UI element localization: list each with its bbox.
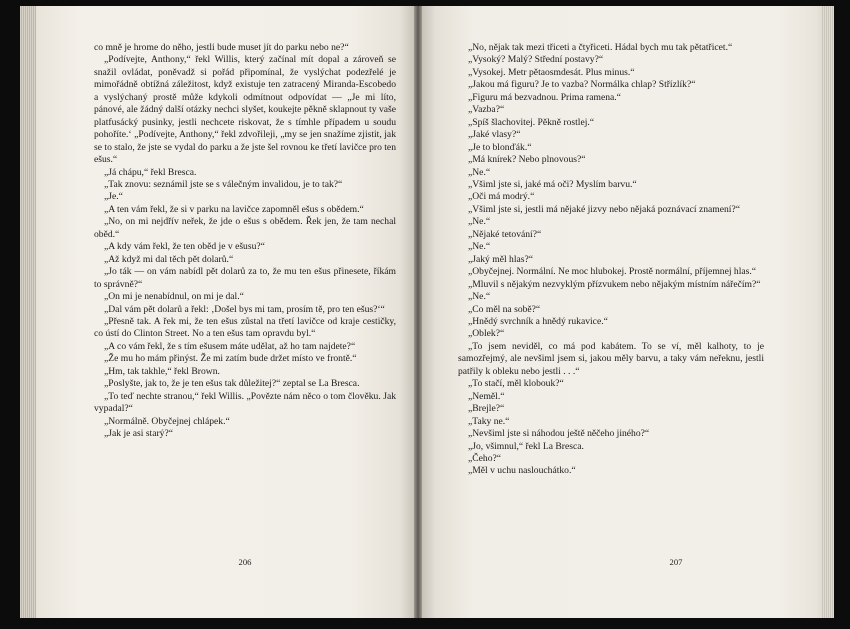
paragraph: „Čeho?“	[468, 452, 502, 464]
paragraph: „Neměl.“	[468, 390, 505, 402]
paragraph: „Měl v uchu naslouchátko.“	[468, 465, 576, 477]
paragraph: „On mi je nenabídnul, on mi je dal.“	[104, 291, 244, 303]
paragraph: „Všiml jste si, jestli má nějaké jizvy nebo nějaká poznávací znamení?“	[468, 203, 740, 215]
paragraph: „Že mu ho mám přinýst. Že mi zatím bude držet místo ve frontě.“	[104, 353, 357, 365]
paragraph: „No, nějak tak mezi třiceti a čtyřiceti. Hádal bych mu tak pětatřicet.“	[468, 42, 733, 53]
paragraph: „Dal vám pět dolarů a řekl: ‚Došel bys mi tam, prosím tě, pro ten ešus?‘“	[104, 303, 385, 315]
paragraph: „Hnědý svrchník a hnědý rukavice.“	[468, 315, 608, 327]
paragraph: „Oči má modrý.“	[468, 191, 535, 203]
paragraph: „A ten vám řekl, že si v parku na lavičce zapomněl ešus s obědem.“	[104, 203, 364, 215]
paragraph: „Přesně tak. A řek mi, že ten ešus zůstal na třetí lavičce od kraje cestičky, co ústí do Clinton Street. No a ten ešus tam opravdu byl.“	[94, 315, 396, 340]
paragraph: „Poslyšte, jak to, že je ten ešus tak důležitej?“ zeptal se La Bresca.	[104, 378, 360, 390]
paragraph: „Tak znovu: seznámil jste se s válečným invalidou, je to tak?“	[104, 178, 343, 190]
paragraph: „Spíš šlachovitej. Pěkně rostlej.“	[468, 116, 595, 128]
paragraph: „Normálně. Obyčejnej chlápek.“	[104, 415, 230, 427]
left-page	[20, 6, 417, 618]
paragraph: „Nevšiml jste si náhodou ještě něčeho jiného?“	[468, 428, 650, 440]
left-page-text	[94, 42, 396, 441]
paragraph: „Jaký měl hlas?“	[468, 253, 533, 265]
paragraph: „To jsem neviděl, co má pod kabátem. To se ví, měl kalhoty, to je samozřejmý, ale nevšiml jsem si, jakou měly barvu, a taky vám neřeknu, jestli patřily k obleku nebo jestli . . .“	[458, 340, 764, 377]
paragraph: „Hm, tak takhle,“ řekl Brown.	[104, 365, 220, 377]
book-gutter	[414, 6, 422, 618]
paragraph: „Vysokej. Metr pětaosmdesát. Plus minus.“	[468, 66, 635, 78]
page-edges	[20, 6, 36, 618]
paragraph: „Ne.“	[468, 216, 491, 228]
paragraph: „Co měl na sobě?“	[468, 303, 541, 315]
paragraph: „Mluvil s nějakým nezvyklým přízvukem nebo nějakým místním nářečím?“	[468, 278, 761, 290]
paragraph: „No, on mi nejdřív neřek, že jde o ešus s obědem. Řek jen, že tam nechal oběd.“	[94, 216, 396, 240]
paragraph: „Figuru má bezvadnou. Prima ramena.“	[468, 91, 621, 103]
paragraph: „Je.“	[104, 191, 123, 203]
paragraph: „Jak je asi starý?“	[104, 428, 173, 440]
paragraph: „Má knírek? Nebo plnovous?“	[468, 154, 586, 166]
paragraph: „Ne.“	[468, 241, 491, 253]
paragraph: „To teď nechte stranou,“ řekl Willis. „Povězte nám něco o tom člověku. Jak vypadal?“	[94, 390, 396, 415]
right-page	[418, 6, 834, 618]
page-edges	[822, 6, 834, 618]
paragraph: „Taky ne.“	[468, 415, 510, 427]
paragraph: „Ne.“	[468, 166, 491, 178]
paragraph: „Oblek?“	[468, 328, 505, 340]
paragraph: „Jakou má figuru? Je to vazba? Normálka chlap? Střízlík?“	[468, 79, 696, 91]
page-number-right: 207	[669, 557, 683, 567]
paragraph: „Jo, všimnul,“ řekl La Bresca.	[468, 440, 584, 452]
paragraph: „Brejle?“	[468, 403, 505, 415]
right-page-text	[458, 42, 764, 478]
paragraph: „Ne.“	[468, 291, 491, 303]
open-book	[20, 6, 834, 618]
paragraph: „Já chápu,“ řekl Bresca.	[104, 166, 197, 178]
page-number-left: 206	[238, 557, 252, 567]
paragraph: „Vysoký? Malý? Střední postavy?“	[468, 54, 604, 66]
paragraph: „Je to blonďák.“	[468, 141, 532, 153]
paragraph: „A co vám řekl, že s tím ešusem máte udělat, až ho tam najdete?“	[104, 340, 356, 352]
paragraph: co mně je hrome do něho, jestli bude muset jít do parku nebo ne?“	[94, 42, 349, 53]
paragraph: „Obyčejnej. Normální. Ne moc hlubokej. Prostě normální, příjemnej hlas.“	[468, 266, 757, 278]
paragraph: „Nějaké tetování?“	[468, 228, 542, 240]
paragraph: „Jaké vlasy?“	[468, 129, 521, 141]
paragraph: „To stačí, měl klobouk?“	[468, 378, 564, 390]
paragraph: „Až když mi dal těch pět dolarů.“	[104, 253, 234, 265]
paragraph: „Všiml jste si, jaké má oči? Myslím barvu.“	[468, 178, 637, 190]
paragraph: „A kdy vám řekl, že ten oběd je v ešusu?“	[104, 241, 265, 253]
paragraph: „Podívejte, Anthony,“ řekl Willis, který začínal mít dopal a zároveň se snažil ovládat, poněvadž si pořád připomínal, že vyslýchat podezřelé je mimořádně obtížná záležitost, když existuje ten zatracený Miranda-Escobedo a vyslýchaný prostě může kdykoli odmítnout odpovídat — „Je mi líto, pánové, ale žádný další otázky nechci slyšet, koukejte pěkně sklapnout ty vaše platfusácký pusinky, jestli nechcete riskovat, že s tímhle případem u soudu pohoříte.‘ „Podívejte, Anthony,“ řekl zdvořileji, „my se jen snažíme zjistit, jak se to stalo, že jste se vydal do parku a že jste šel rovnou ke třetí lavičce pro ten ešus.“	[94, 54, 396, 166]
paragraph: „Vazba?“	[468, 104, 505, 116]
paragraph: „Jo ták — on vám nabídl pět dolarů za to, že mu ten ešus přinesete, říkám to správně?“	[94, 266, 396, 290]
